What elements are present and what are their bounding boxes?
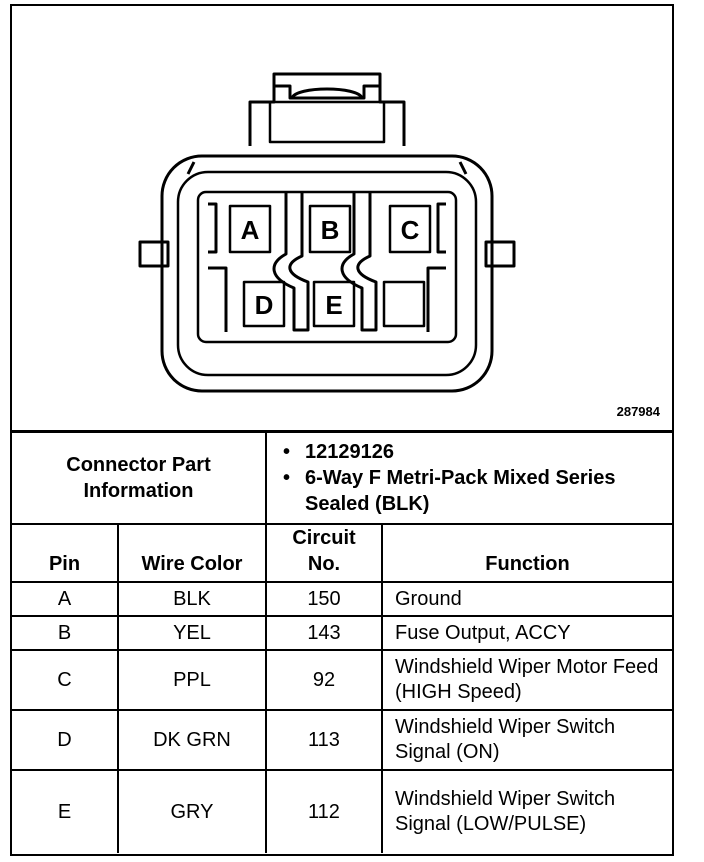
- shell-bump-right: [460, 162, 466, 174]
- wire-color-cell: PPL: [118, 650, 266, 710]
- table-row: [12, 650, 672, 710]
- shell-bump-left: [188, 162, 194, 174]
- pin-label-a: A: [240, 215, 260, 245]
- pin-label-c: C: [400, 215, 420, 245]
- cavity-wall-lower-left: [208, 268, 226, 332]
- keying-rib-right: [342, 192, 376, 330]
- pin-cell: D: [12, 710, 118, 770]
- table-row: [12, 710, 672, 770]
- wire-color-cell: YEL: [118, 616, 266, 650]
- header-circuit-line1: Circuit: [292, 527, 356, 549]
- cavity-notch-left: [208, 204, 216, 252]
- pin-label-e: E: [325, 290, 343, 320]
- cavity-wall-lower-right: [428, 268, 446, 332]
- connector-diagram: [12, 6, 672, 426]
- connector-part-number: • 12129126: [305, 439, 672, 465]
- locking-tab: [250, 74, 404, 146]
- pin-cell: A: [12, 582, 118, 616]
- wire-color-cell: GRY: [118, 770, 266, 853]
- header-circuit: [266, 524, 382, 582]
- header-function: Function: [382, 524, 672, 582]
- connector-description: • 6-Way F Metri-Pack Mixed Series Sealed (BLK): [305, 465, 672, 517]
- connector-info-label: [12, 432, 266, 525]
- pin-cell: C: [12, 650, 118, 710]
- cavity-notch-right: [438, 204, 446, 252]
- connector-info-row: [12, 432, 672, 525]
- connector-info-label-line2: Information: [83, 480, 194, 502]
- circuit-cell: 150: [266, 582, 382, 616]
- pin-label-b: B: [320, 215, 340, 245]
- table-row: [12, 582, 672, 616]
- connector-info-details: [266, 432, 672, 525]
- function-cell: Ground: [382, 582, 672, 616]
- table-row: [12, 770, 672, 853]
- right-ear: [486, 242, 514, 266]
- pin-cell: B: [12, 616, 118, 650]
- pin-label-d: D: [254, 290, 274, 320]
- header-row: [12, 524, 672, 582]
- pin-cell-empty: [384, 282, 424, 326]
- connector-frame: [10, 4, 674, 856]
- function-cell: Windshield Wiper Switch Signal (ON): [382, 710, 672, 770]
- function-cell: Windshield Wiper Motor Feed (HIGH Speed): [382, 650, 672, 710]
- connector-info-label-line1: Connector Part: [66, 454, 211, 476]
- pinout-table: [12, 430, 672, 853]
- pin-cell: E: [12, 770, 118, 853]
- wire-color-cell: BLK: [118, 582, 266, 616]
- header-pin: Pin: [12, 524, 118, 582]
- circuit-cell: 143: [266, 616, 382, 650]
- circuit-cell: 112: [266, 770, 382, 853]
- inner-shell: [178, 172, 476, 375]
- circuit-cell: 92: [266, 650, 382, 710]
- wire-color-cell: DK GRN: [118, 710, 266, 770]
- function-cell: Windshield Wiper Switch Signal (LOW/PULSE): [382, 770, 672, 853]
- header-wire-color: Wire Color: [118, 524, 266, 582]
- keying-rib-left: [274, 192, 308, 330]
- left-ear: [140, 242, 168, 266]
- function-cell: Fuse Output, ACCY: [382, 616, 672, 650]
- circuit-cell: 113: [266, 710, 382, 770]
- table-row: [12, 616, 672, 650]
- figure-id: 287984: [616, 404, 660, 419]
- header-circuit-line2: No.: [307, 553, 341, 575]
